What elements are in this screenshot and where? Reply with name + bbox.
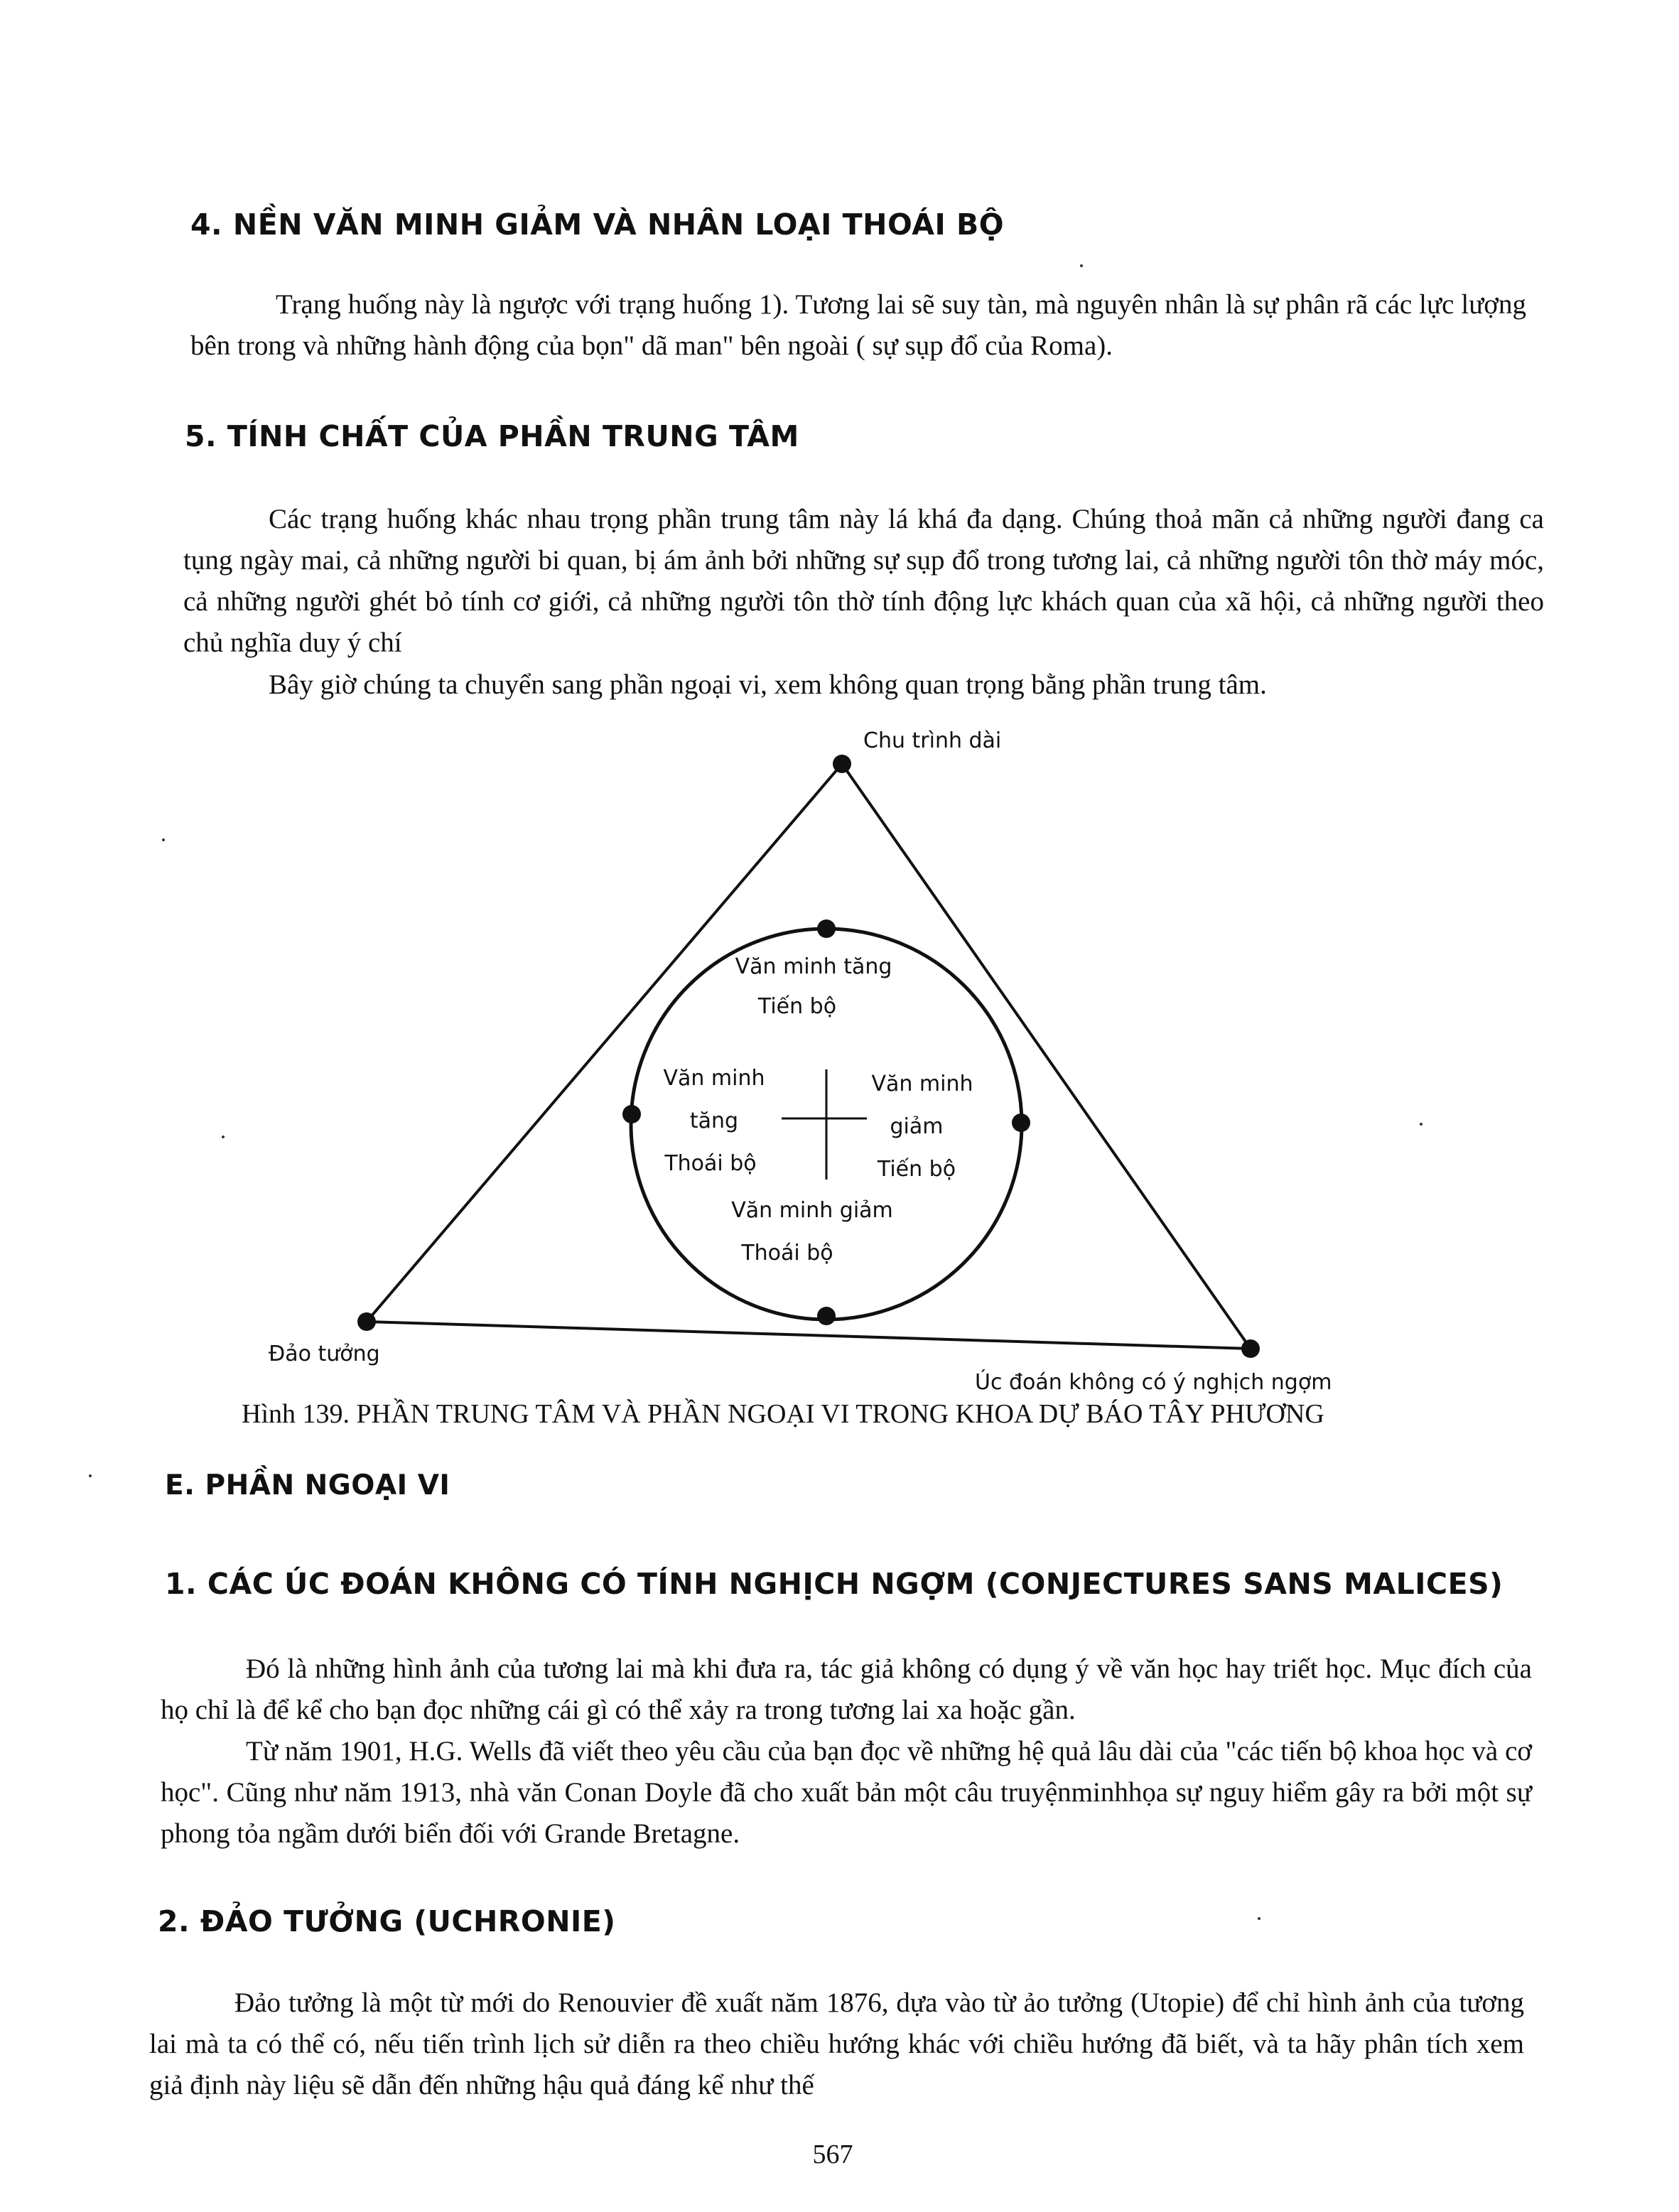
page-number: 567 <box>812 2140 853 2169</box>
section-5-heading: 5. TÍNH CHẤT CỦA PHẦN TRUNG TÂM <box>185 419 799 453</box>
scan-speck <box>1080 264 1083 267</box>
circle-dot-bottom <box>817 1307 836 1325</box>
section-5-paragraph-2: Bây giờ chúng ta chuyển sang phần ngoại vi, xem không quan trọng bằng phần trung tâm. <box>269 669 1267 700</box>
subsection-1-heading: 1. CÁC ÚC ĐOÁN KHÔNG CÓ TÍNH NGHỊCH NGỢM (CONJECTURES SANS MALICES) <box>165 1567 1503 1601</box>
circle-dot-top <box>817 919 836 938</box>
label-uc-doan: Úc đoán không có ý nghịch ngợm <box>975 1370 1332 1395</box>
scan-speck <box>1420 1123 1422 1126</box>
subsection-2-heading: 2. ĐẢO TƯỞNG (UCHRONIE) <box>158 1904 616 1938</box>
scan-speck <box>1258 1917 1260 1920</box>
quadrant-right-line-3: Tiến bộ <box>877 1157 956 1182</box>
label-dao-tuong: Đảo tưởng <box>269 1342 380 1366</box>
quadrant-right-line-1: Văn minh <box>871 1072 973 1096</box>
subsection-1-paragraph-1: Đó là những hình ảnh của tương lai mà khi đưa ra, tác giả không có dụng ý về văn học hay triết học. Mục đích của họ chỉ là để kể cho bạn đọc những cái gì có thể xảy ra trong tương lai xa hoặc gần. <box>161 1653 1532 1725</box>
subsection-1-paragraph-2: Từ năm 1901, H.G. Wells đã viết theo yêu cầu của bạn đọc về những hệ quả lâu dài của "các tiến bộ khoa học và cơ học". Cũng như năm 1913, nhà văn Conan Doyle đã cho xuất bản một câu truyệnminhhọa sự nguy hiểm gây ra bởi một sự phong tỏa ngầm dưới biển đối với Grande Bretagne. <box>161 1736 1532 1849</box>
section-5-paragraph-1: Các trạng huống khác nhau trọng phần trung tâm này lá khá đa dạng. Chúng thoả mãn cả những người đang ca tụng ngày mai, cả những người bi quan, bị ám ảnh bởi những sự sụp đổ trong tương lai, cả những người tôn thờ máy móc, cả những người ghét bỏ tính cơ giới, cả những người tôn thờ tính động lực khách quan của xã hội, cả những người theo chủ nghĩa duy ý chí <box>183 504 1544 658</box>
quadrant-right-line-2: giảm <box>890 1114 944 1139</box>
scan-speck <box>222 1135 225 1138</box>
section-e-heading: E. PHẦN NGOẠI VI <box>165 1469 450 1501</box>
quadrant-top-line-1: Văn minh tăng <box>735 954 892 979</box>
quadrant-bottom-line-1: Văn minh giảm <box>731 1198 893 1223</box>
quadrant-left-line-1: Văn minh <box>663 1066 765 1091</box>
vertex-dot-bottom-right <box>1241 1339 1260 1358</box>
vertex-dot-top <box>833 755 851 773</box>
section-4-paragraph: Trạng huống này là ngược với trạng huống 1). Tương lai sẽ suy tàn, mà nguyên nhân là sự phân rã các lực lượng bên trong và những hành động của bọn" dã man" bên ngoài ( sự sụp đổ của Roma). <box>190 289 1526 361</box>
quadrant-top-line-2: Tiến bộ <box>757 994 837 1019</box>
quadrant-left-line-2: tăng <box>689 1108 739 1133</box>
subsection-2-paragraph: Đảo tưởng là một từ mới do Renouvier đề xuất năm 1876, dựa vào từ ảo tưởng (Utopie) để chỉ hình ảnh của tương lai mà ta có thể có, nếu tiến trình lịch sử diễn ra theo chiều hướng khác với chiều hướng đã biết, và ta hãy phân tích xem giả định này liệu sẽ dẫn đến những hậu quả đáng kể như thế <box>149 1987 1524 2100</box>
section-4-heading: 4. NỀN VĂN MINH GIẢM VÀ NHÂN LOẠI THOÁI BỘ <box>190 207 1005 242</box>
quadrant-left-line-3: Thoái bộ <box>664 1151 757 1176</box>
figure-caption: Hình 139. PHẦN TRUNG TÂM VÀ PHẦN NGOẠI VI TRONG KHOA DỰ BÁO TÂY PHƯƠNG <box>242 1399 1324 1429</box>
circle-dot-left <box>622 1105 641 1123</box>
circle-dot-right <box>1012 1113 1030 1132</box>
label-chu-trinh-dai: Chu trình dài <box>863 728 1002 753</box>
quadrant-bottom-line-2: Thoái bộ <box>741 1241 833 1266</box>
scan-speck <box>162 838 165 841</box>
scan-speck <box>89 1474 92 1477</box>
vertex-dot-bottom-left <box>357 1312 376 1331</box>
